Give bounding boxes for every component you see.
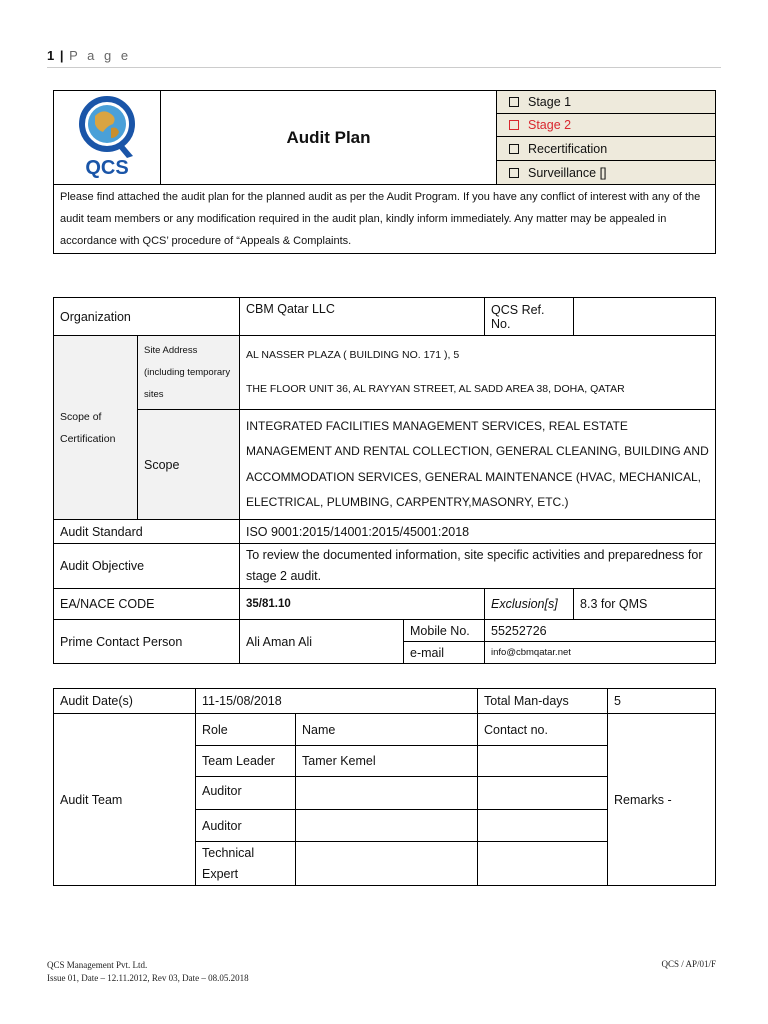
footer-left xyxy=(47,959,249,985)
header-rule xyxy=(47,67,721,68)
prime-contact-name: Ali Aman Ali xyxy=(240,620,404,664)
mobile-value: 55252726 xyxy=(485,620,716,642)
qcs-ref-value xyxy=(574,298,716,336)
scope-value: INTEGRATED FACILITIES MANAGEMENT SERVICES, REAL ESTATE MANAGEMENT AND RENTAL COLLECTION, GENERAL CLEANING, BUILDING AND ACCOMMODATION SERVICES, GENERAL MAINTENANCE (HVAC, MECHANICAL, ELECTRICAL, PLUMBING, CARPENTRY,MASONRY, ETC.) xyxy=(240,410,716,520)
qcs-logo xyxy=(54,91,161,185)
total-mandays-value: 5 xyxy=(608,689,716,714)
audit-standard-value: ISO 9001:2015/14001:2015/45001:2018 xyxy=(240,520,716,544)
team-name xyxy=(296,810,478,842)
organization-label: Organization xyxy=(54,298,240,336)
total-mandays-label: Total Man-days xyxy=(478,689,608,714)
team-contact xyxy=(478,746,608,777)
page-number: 1 xyxy=(47,48,56,63)
footer-doc-code: QCS / AP/01/F xyxy=(661,959,716,969)
team-contact xyxy=(478,810,608,842)
checkbox-icon[interactable] xyxy=(509,168,519,178)
site-address-label: Site Address (including temporary sites xyxy=(138,336,240,410)
contact-header: Contact no. xyxy=(478,714,608,746)
prime-contact-label: Prime Contact Person xyxy=(54,620,240,664)
audit-plan-header-table xyxy=(53,90,716,254)
team-name: Tamer Kemel xyxy=(296,746,478,777)
qcs-ref-label: QCS Ref. No. xyxy=(485,298,574,336)
scope-label: Scope xyxy=(138,410,240,520)
checkbox-icon[interactable] xyxy=(509,97,519,107)
nace-code-label: EA/NACE CODE xyxy=(54,589,240,620)
email-label: e-mail xyxy=(404,642,485,664)
organization-table xyxy=(53,297,716,664)
surveillance-option[interactable]: Surveillance [] xyxy=(497,161,716,185)
audit-team-table xyxy=(53,688,716,886)
checkbox-icon[interactable] xyxy=(509,144,519,154)
exclusion-value: 8.3 for QMS xyxy=(574,589,716,620)
checkbox-icon[interactable] xyxy=(509,120,519,130)
nace-code-value: 35/81.10 xyxy=(240,589,485,620)
audit-team-label: Audit Team xyxy=(54,714,196,886)
team-name xyxy=(296,777,478,810)
exclusion-label: Exclusion[s] xyxy=(485,589,574,620)
audit-dates-label: Audit Date(s) xyxy=(54,689,196,714)
svg-text:QCS: QCS xyxy=(85,157,129,178)
role-header: Role xyxy=(196,714,296,746)
notice-text: Please find attached the audit plan for the planned audit as per the Audit Program. If you have any conflict of interest with any of the audit team members or any modification required in the audit plan, kindly inform immediately. Any matter may be appealed in accordance with QCS’ procedure of “Appeals & Complaints. xyxy=(54,185,716,254)
audit-objective-label: Audit Objective xyxy=(54,544,240,589)
mobile-label: Mobile No. xyxy=(404,620,485,642)
recertification-option[interactable]: Recertification xyxy=(497,137,716,161)
stage-2-option[interactable]: Stage 2 xyxy=(497,114,716,137)
team-role: Auditor xyxy=(196,810,296,842)
team-name xyxy=(296,842,478,886)
page-word: P a g e xyxy=(69,48,132,63)
team-role: Team Leader xyxy=(196,746,296,777)
organization-value: CBM Qatar LLC xyxy=(240,298,485,336)
team-role: Technical Expert xyxy=(196,842,296,886)
globe-logo-icon xyxy=(75,94,139,178)
audit-standard-label: Audit Standard xyxy=(54,520,240,544)
scope-of-certification-label: Scope of Certification xyxy=(54,336,138,520)
audit-objective-value: To review the documented information, site specific activities and preparedness for stage 2 audit. xyxy=(240,544,716,589)
audit-dates-value: 11-15/08/2018 xyxy=(196,689,478,714)
name-header: Name xyxy=(296,714,478,746)
email-value: info@cbmqatar.net xyxy=(485,642,716,664)
stage-1-option[interactable]: Stage 1 xyxy=(497,91,716,114)
remarks: Remarks - xyxy=(608,714,716,886)
footer-company: QCS Management Pvt. Ltd. xyxy=(47,960,148,970)
team-contact xyxy=(478,777,608,810)
team-role: Auditor xyxy=(196,777,296,810)
team-contact xyxy=(478,842,608,886)
page-separator: | xyxy=(59,48,65,63)
page-header xyxy=(47,48,131,63)
site-address-value: AL NASSER PLAZA ( BUILDING NO. 171 ), 5 THE FLOOR UNIT 36, AL RAYYAN STREET, AL SADD AREA 38, DOHA, QATAR xyxy=(240,336,716,410)
footer-issue: Issue 01, Date – 12.11.2012, Rev 03, Date – 08.05.2018 xyxy=(47,973,249,983)
document-title: Audit Plan xyxy=(161,91,497,185)
